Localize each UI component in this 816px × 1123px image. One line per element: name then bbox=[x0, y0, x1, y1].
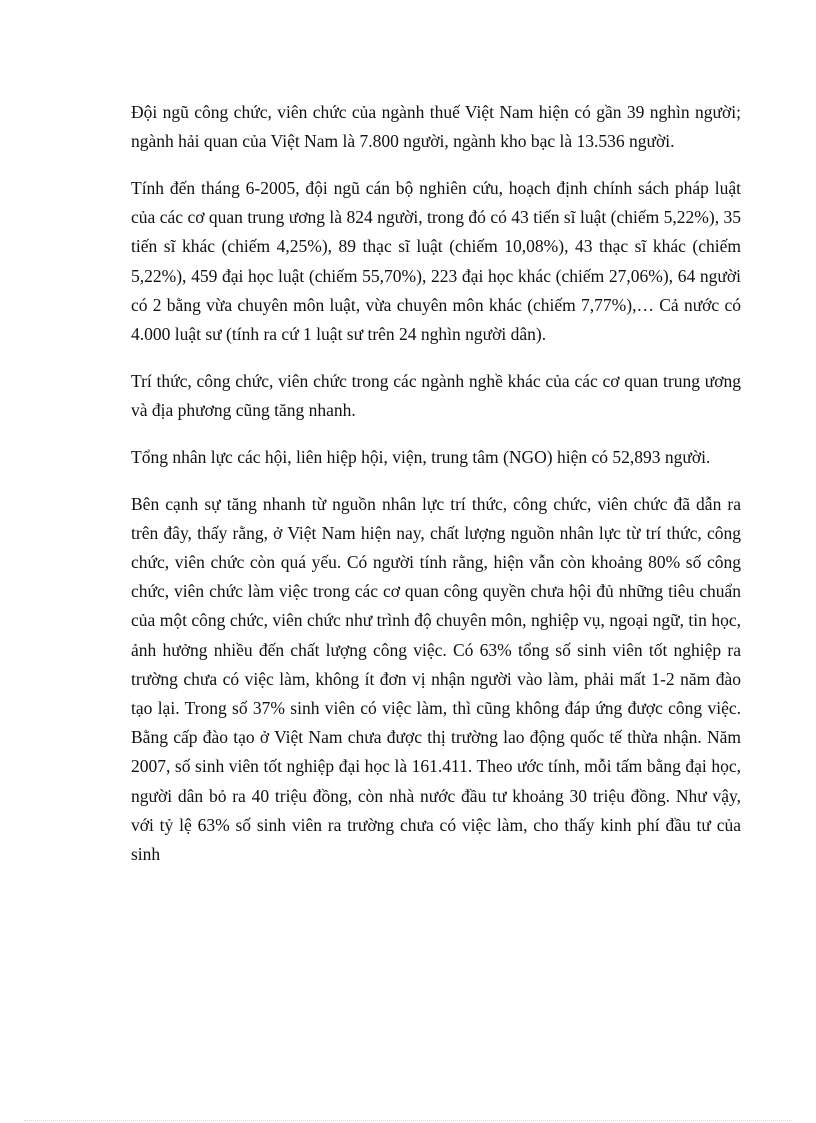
document-body bbox=[131, 98, 741, 869]
paragraph-other-sectors: Trí thức, công chức, viên chức trong các ngành nghề khác của các cơ quan trung ương và địa phương cũng tăng nhanh. bbox=[131, 370, 741, 421]
paragraph-tax-customs-staff: Đội ngũ công chức, viên chức của ngành thuế Việt Nam hiện có gần 39 nghìn người; ngành hải quan của Việt Nam là 7.800 người, ngành kho bạc là 13.536 người. bbox=[131, 102, 741, 152]
paragraph-quality-assessment: Bên cạnh sự tăng nhanh từ nguồn nhân lực trí thức, công chức, viên chức đã dẫn ra trên đây, thấy rằng, ở Việt Nam hiện nay, chất lượng nguồn nhân lực từ trí thức, công chức, viên chức còn quá yếu. Có người tính rằng, hiện vẫn còn khoảng 80% số công chức, viên chức làm việc trong các cơ quan công quyền chưa hội đủ những tiêu chuẩn của một công chức, viên chức như trình độ chuyên môn, nghiệp vụ, ngoại ngữ, tin học, ảnh hưởng nhiều đến chất lượng công việc. Có 63% tổng số sinh viên tốt nghiệp ra trường chưa có việc làm, không ít đơn vị nhận người vào làm, phải mất 1-2 năm đào tạo lại. Trong số 37% sinh viên có việc làm, thì cũng không đáp ứng được công việc. Bằng cấp đào tạo ở Việt Nam chưa được thị trường lao động quốc tế thừa nhận. Năm 2007, số sinh viên tốt nghiệp đại học là 161.411. Theo ước tính, mỗi tấm bằng đại học, người dân bỏ ra 40 triệu đồng, còn nhà nước đầu tư khoảng 30 triệu đồng. Như vậy, với tỷ lệ 63% số sinh viên ra trường chưa có việc làm, cho thấy kinh phí đầu tư của sinh bbox=[131, 493, 741, 865]
paragraph-ngo-staff: Tổng nhân lực các hội, liên hiệp hội, viện, trung tâm (NGO) hiện có 52,893 người. bbox=[131, 446, 711, 467]
page-bottom-edge bbox=[24, 1120, 792, 1121]
paragraph-legal-research-staff: Tính đến tháng 6-2005, đội ngũ cán bộ nghiên cứu, hoạch định chính sách pháp luật của các cơ quan trung ương là 824 người, trong đó có 43 tiến sĩ luật (chiếm 5,22%), 35 tiến sĩ khác (chiếm 4,25%), 89 thạc sĩ luật (chiếm 10,08%), 43 thạc sĩ khác (chiếm 5,22%), 459 đại học luật (chiếm 55,70%), 223 đại học khác (chiếm 27,06%), 64 người có 2 bằng vừa chuyên môn luật, vừa chuyên môn khác (chiếm 7,77%),… Cả nước có 4.000 luật sư (tính ra cứ 1 luật sư trên 24 nghìn người dân). bbox=[131, 178, 741, 345]
